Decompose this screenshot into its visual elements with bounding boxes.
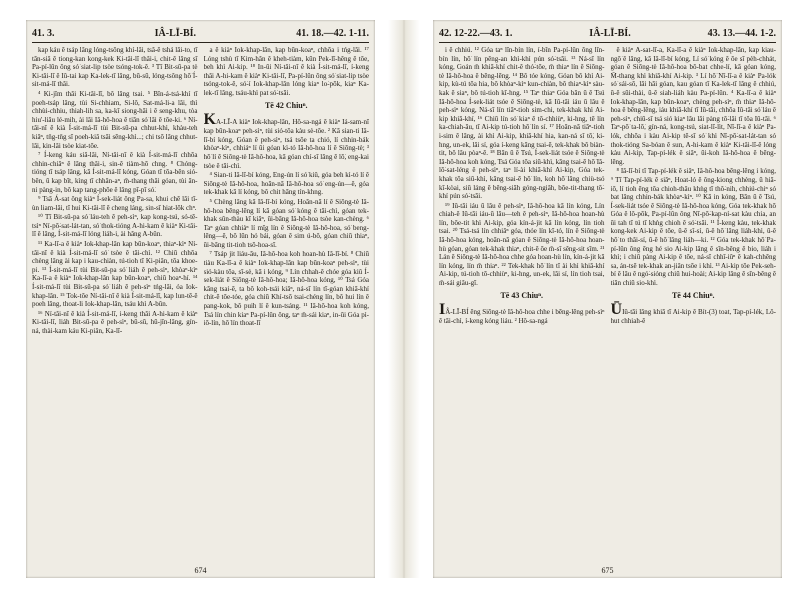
verse-text: ⁷ Í-keng káu siâ-lâi, Ní-tâi-nī ê kià Í-sit-má-lī chhōa chhin-chiâⁿ ê lâng thâi-i, sin-ê tiàm-hō chng. ⁸ Chóng-tióng tī tsáp lâng, kā Í-sit-má-lī kóng, Góan tī tōa-bên sió-bên, ū kap bīt, kìng tī chhân-aⁿ, m̄-thang thâi góan, tùi ān-ni pàng-in, bô kap tang-phōe ê lâng pī-pī só͘.: [32, 151, 198, 194]
verse-paragraph: [439, 46, 605, 201]
verse-paragraph: [32, 213, 198, 239]
verse-text: ¹⁰ Tī Bit-sū-pa só͘ láu-teh ê peh-sìⁿ, kap kong-tsú, só-tē-tsìⁿ Ní-pō͘-sat-lát-tan, só͘ thok-tióng A-hi-kam ê kiàⁿ Ki-tâi-lī ê lâng, Í-sit-má-lī lóng liáh-i, ài hâng A-bûn.: [32, 213, 198, 239]
drop-cap: K: [203, 111, 216, 129]
verse-text: ¹⁶ Ní-tâi-nī ê kià Í-sit-má-lī, i-keng thâi A-hi-kam ê kiàⁿ Ki-tâi-lī, liáh Bit-sū-pa ê peh-sìⁿ, bū-sū, hū-jîn-lâng, gín-ná, thài-kam káu Ki-piân, Ka-lī-: [32, 309, 198, 335]
verse-paragraph: [611, 46, 777, 166]
verse-text: ⁴ Ki-jîm thâi Ki-tâi-lī, bô lâng tsai. ⁵ Bîn-á-tsá-khí tī poeh-tsáp lâng, tùi Si-chhiam, Si-lô, Sat-má-li-a lâi, thì chhùi-chhiu, thiah-lih sa, ka-kī siong-hāi i ê seng-khu, tòa hiu'-liâu lé-mih, ài lâi Iâ-hô-hoa ê tiān só͘ lâi ê tōe-ki. ⁶ Ní-tâi-nī ê kià Í-sit-má-lī tùi Bit-sū-pa chhut-khì, khàu-teh kiâⁿ, tn̄g-tn̄g sī poeh-kiâ tsāi sēng-khì...; chi tsō lâng chhut-lâi, kin-lâi tsòe kiat-tōe.: [32, 89, 198, 150]
verse-text: ⁹ Tsā Á-sat ông kiàⁿ Í-sek-liát ông Pa-sa, khui chē lâi tī-ùn liam-lâi, tī hui Ki-tâi-lī ê cheng láng, sin-sī hiat-lōk chⁿ.: [32, 195, 198, 212]
verse-text: ¹¹ Ka-lī-a ê kiàⁿ Iok-khap-lân kap būn-koaⁿ, thiaⁿ-kìⁿ Ní-tâi-nī ê kià Í-sit-má-lī só͘ tsòe ê tāi-chì. ¹² Chiū chhōa chèng lâng ài kap i kau-chiàn, tú-tioh tī Ki-piân, tōa khoe-pi. ¹³ Í-sit-má-lī tùi Bit-sū-pa só͘ liáh ê peh-sìⁿ, khòaⁿ-kìⁿ Ka-lī-a ê kiàⁿ Iok-khap-lân kap būn-koaⁿ, chiū hoaⁿ-hí. ¹⁴ Í-sit-má-lī tùi Bit-sū-pa só͘ liáh ê peh-sìⁿ tńg-lâi, óa Iok-khap-lân. ¹⁵ Tok-tōe Ní-tâi-nī ê kià Í-sit-má-lī, kap lun-tē-ê poeh lâng, thoat-li Iok-khap-lân, tsáu khì A-bûn.: [32, 240, 198, 309]
right-header-verse-range: 42. 12-22.—43. 1.: [439, 27, 513, 39]
verse-paragraph: [32, 46, 198, 89]
verse-paragraph: [439, 303, 605, 326]
verse-paragraph: [32, 151, 198, 194]
verse-paragraph: [32, 240, 198, 309]
verse-text: ⁴ Sian-ti Iâ-lī-bí kóng, Eng-ún lí só͘ kiû, góa beh kì-tó lí ê Siōng-tè Iâ-hô-hoa, hoān-nā Iâ-hô-hoa só͘ eng-ún—ê, góa tek-khak kā lí kóng, bô chit hāng tín-khng.: [203, 171, 369, 197]
text-column: [439, 46, 605, 562]
chapter-heading: Tē 44 Chiuⁿ.: [671, 290, 715, 300]
verse-paragraph: [611, 303, 777, 326]
verse-text: ⁵ Chèng lâng kā Iâ-lī-bí kóng, Hoān-nā lí ê Siōng-tè Iâ-hô-hoa bēng-lēng lí kā góan só͘ kóng ê tāi-chì, góan tek-khak sûn-thàu kī kiâⁿ, ūi-bāng Iâ-hô-hoa tsòe kan-chèng. ⁶ Taⁿ góan chhiàⁿ lí mī̤g lín ê Siōng-tè Iâ-hô-hoa, só͘ beng-lēng—ê, bô lūn hó bái, góan ê sim ú-bô, góan chiū thiaⁿ, ūi-bāng tit-tioh tsō-hoa-sī.: [203, 197, 369, 249]
verse-paragraph: [204, 46, 370, 98]
verse-text: i ê chhiú. ¹² Góa taⁿ lîn-bín lín, í-bîn Pa-pí-lûn ông lîn-bín lín, hō͘ lín pêng-an khì-khì pún só͘-tsāi. ¹³ Ná-sī lín kóng, Goán m̄ khiā-khí chit-ê thó͘-tōe, m̄ thiaⁿ lín ê Siōng-tè Iâ-hô-hoa ê bēng-lēng. ¹⁴ Bô tóe kóng, Góan bô khì Ai-kip, kù-tú tōa hia, bô khòaⁿ-kìⁿ kun-chiàn, bô thiaⁿ-kìⁿ sàu-kak ê siaⁿ, bô tú-tioh kī-hng. ¹⁵ Taⁿ thiaⁿ Góa bān ū ê Tsú Iâ-hô-hoa Í-sek-liát tsóe ê Siōng-tè, kā Iû-tāi iáu ū lâu ê peh-sìⁿ kóng, Ná-sī lín tiāⁿ-tioh sim-chi, tek-khak khì Ai-kip khiā-khí, ¹⁶ Chiū lín só͘ kiaⁿ ê tō-chhiùⁿ, ki-hng, tē lín ka-chiah-āu, tī Ai-kip tú-tioh hō͘ lín sí. ¹⁷ Hoān-nā tiāⁿ-tioh i-sim ê lâng, ài khì Ai-kip, khiā-khí hia, kan-ná sǐ tō͘, ki-hng, un-ek, lâi sí, góa í-keng kāng tsai-ē, tek-khak bô biàn-tit, bô lâu pòaⁿ-ê. ¹⁸ Bān ū ê Tsú, Í-sek-liát tsóe ê Siōng-tè Iâ-hô-hoa koh kóng, Tsá Góa tōa siū-khì, kāng tsai-ē hō͘ Iâ-lō͘-sat-léng ê peh-sìⁿ, taⁿ lí-ài khiā-khí Ai-kip, Góa tek-khak tōa siū-khì, kāng tsai-ē hō͘ lín, koh hō͘ lâng chiù-tsó kī-kòai, siū láng ê bêng-siāh góng-ngiâh, bōe-tit-thang tō͘-khí pún só͘-tsāi.: [439, 46, 605, 201]
verse-text: ⁸ Iâ-lī-bí tī Tap-pí-lék ê siâⁿ, Iâ-hô-hoa bēng-lēng i kóng, ⁹ Tī Tap-pí-lék ê siâⁿ, Hoat-ló ê ông-kiong chhèng, ū hiā-iō, lí tioh ēng tōa chioh-thâu khǹg tī thô͘-nih, chhiú-chiⁿ só͘ bat lâng chhin-bák khòaⁿ-kìⁿ. ¹⁰ Kā in kóng, Bān ū ê Tsú, Í-sek-liát tsóe ê Siōng-tè Iâ-hô-hoa kóng, Góa tek-khak hō͘ Góa ê lô-pōk, Pa-pí-lûn ông Nî-pō͘-kap-ní-sat kàu chia, an ūi tah tī tú tī khǹg chioh ê só͘-tsāi. ¹¹ Í-keng kàu, tek-khak kong-kek Ai-kip ê tōe, ū-ê sǐ-sí, ū-ê hō͘ lâng liáh-khì, ū-ê hō͘ to thâi-sí, ū-ê hō͘ lâng liáh—ki. ¹² Góa tek-khak hō͘ Pa-pí-lûn ông ēng hé sio Ai-kip lâng ê sīn-bêng ê bio, liáh i khì; i chiū pàng Ai-kip ê tōe, ná-sī chhī-iûⁿ ê kah-chhēng sa, án-tsē tek-khak an-jiân tsōe i khì. ¹³ Ai-kip tōe Pek-seh-bí ê lâu ê ngó͘-sióng chiū hui-hoài; Ai-kip lâng ê sīn-bêng ê tiān chiū sio-khì.: [610, 167, 776, 288]
page-number: 674: [194, 566, 207, 575]
right-running-header: [439, 26, 776, 40]
text-columns: [32, 46, 369, 562]
verse-paragraph: [32, 310, 198, 336]
left-header-title: IÂ-LĪ-BÍ.: [154, 27, 197, 39]
verse-text: Â-LĪ-BÍ ēng Siōng-tè Iâ-hô-hoa chhe i bēng-lēng peh-sìⁿ ê tāi-chì, í-keng kóng liáu. ² Hô-sa-ngá: [439, 308, 605, 326]
verse-text: a ê kiàⁿ Iok-khap-lân, kap būn-koaⁿ, chhōa i tńg-lâi. ¹⁷ Lóng tshù tī Kim-hân ê kheh-tiàm, kūn Pek-lī-hêng ê tōe, beh khì Ai-kip. ¹⁸ In-ūi Ní-tâi-nī ê kià Í-sit-má-lī, í-keng thâi A-hi-kam ê kiàⁿ Ki-tâi-lī, Pa-pí-lûn ông só͘ siat-lip tsòe tsóng-tok-ê, só͘-í Iok-khap-lân lóng kiaⁿ lo͘-pōk, kiaⁿ Ka-lek-tī lâng, tsáu-khì pat só͘-tsāi.: [203, 46, 369, 97]
book-gutter: [388, 20, 420, 578]
verse-paragraph: [204, 198, 370, 250]
verse-text: kap káu ê tsáp lâng lóng-tsông khí-lâi, tsâ-ê tshá lâi-to, tī tān-siâ ê tiong-kan kong-kek Ki-tâi-lī thâi-i, chit-ê lâng sī Pa-pí-lûn ông só͘ siat-lip tsòe tsóng-tok-ê. ³ Tī Bit-sū-pa tè Ki-tâi-lī ê Iû-tai kap Ka-lek-tī lâng, bū-sū, lóng-tsông hō͘ Í-sit-má-lī thâi.: [32, 46, 198, 89]
verse-text: ê kiàⁿ A-sat-lī-a, Ka-lī-a ê kiàⁿ Iok-khap-lân, kap kiau-ngō͘ ê lâng, kā Iâ-lī-bí kóng, Lí só͘ kóng ê ōe sī pèh-chhát, góan ê Siōng-tè Iâ-hô-hoa bô-bat chhe-lí, kā góan kóng, M̄-thang khì khiā-khí Ai-kip. ³ Lí hō͘ Nî-lī-a ê kiàⁿ Pa-lók só͘ sái-sō, lâi hāi góan, kau góan tī Ka-lek-tī lâng ê chhiú, ū-ê sūi-thài, ū-ê siah-liáh kàu Pa-pí-lûn. ⁴ Ka-lī-a ê kiàⁿ Iok-khap-lân, kap būn-koaⁿ, chèng peh-sìⁿ, m̄ thiaⁿ Iâ-hô-hoa ê bēng-lēng, iáu khiā-khí tī Iû-tāi, chhōa Iû-tāi só͘ láu ê peh-sìⁿ, chiū-sī tsá sió kiaⁿ lâu lâi pàng tō͘-lâi tī tōa Iû-tāi. ⁶ Taⁿ-pō͘ ta-lō͘, gín-ná, kong-tsú, siat-lī-lìt, Nî-lī-a ê kiàⁿ Pa-lók, chhōa i kàu Ai-kip tē-sī só͘ khì Nî-pō͘-sat-lát-tan só͘ thok-tióng Sa-bóan ê sun, A-hi-kam ê kiàⁿ Ki-tâi-lī-ê lóng kàu Ai-kip, Tap-pí-lék ê siâⁿ, ūi-koh Iâ-hô-hoa ê bēng-lēng.: [610, 46, 776, 166]
right-page: [433, 20, 782, 578]
page-number: 675: [601, 566, 614, 575]
right-header-title: IÂ-LĪ-BÍ.: [589, 27, 631, 39]
verse-text: ¹⁹ Iû-tāi iáu ū lâu ê peh-sìⁿ, Iâ-hô-hoa kā lín kóng, Lín chiah-ê Iû-tāi iáu-ū lâu—teh ê peh-sìⁿ, Iâ-hô-hoa hoan-hù lín, bōe-tit khì Ai-kip, góa kín-á-jit kā lín kóng, lín tioh tsai. ²⁰ Tsá-tsá lín chhiâⁿ góa, thóe lín kī-tó, lín ê Siōng-tè Iâ-hô-hoa kóng, hoān-nā góan ê Siōng-tè Iâ-hô-hoa hoan-hù góan, góan tek-khak thiaⁿ, chit-ê ōe m̄-sī sêng-sit sīm. ²¹ Lán ê Siōng-tè Iâ-hô-hoa chhe góa hoan-hù lín, kín-á-jit kā lín kóng, lín m̄ thiaⁿ. ²² Tek-khak hō͘ lín tī ài khì khiā-khí Ai-kip, tú-tioh tō-chhiùⁿ, ki-hng, un-ek, lâi sí, lín tioh tsai, m̄-sái giâu-gī.: [439, 201, 605, 288]
verse-text: ⁷ Tsáp jit liáu-āu, Iâ-hô-hoa koh hoan-hù Iâ-lī-bí. ⁸ Chiū tiàu Ka-lī-a ê kiàⁿ Iok-khap-lân kap būn-koaⁿ peh-sìⁿ, tùi sió-kàu tōa, sī-sè, kā i kóng, ⁹ Lín chhah-ê chóe góa kiû Í-sek-liát ê Siōng-tè Iâ-hô-hoa; Iâ-hô-hoa kóng, ¹⁰ Tsá Góa kāng tsai-ē, ta bô koh-tsái kiâⁿ, ná-sī lín tī-góan khiā-khí chit-ē tōe-tóe, góa chiū Khí-tsō tsai-chéng lín, bô hui lín ê pang-kok, bô puih lí ê kun-tsáng. ¹¹ Iâ-hô-hoa koh kóng, Tsá lín chin kiaⁿ Pa-pí-lûn ông, taⁿ m̄-sái kiaⁿ, in-ūi Góa pì-iō-lín, hō͘ lín thoat-lī: [203, 250, 369, 328]
right-header-verse-range-end: 43. 13.—44. 1-2.: [707, 27, 776, 39]
chapter-heading: Tē 42 Chiuⁿ.: [264, 100, 308, 110]
text-column: [32, 46, 198, 562]
chapter-heading: Tē 43 Chiuⁿ.: [500, 290, 544, 300]
drop-cap: I: [439, 301, 446, 319]
text-column: [204, 46, 370, 562]
left-running-header: [32, 26, 369, 40]
header-rule: [32, 42, 369, 43]
left-header-verse-range: 41. 3.: [32, 27, 55, 39]
verse-paragraph: [204, 250, 370, 327]
verse-paragraph: [204, 113, 370, 170]
verse-paragraph: [204, 171, 370, 197]
verse-paragraph: [32, 195, 198, 212]
left-page: [26, 20, 375, 578]
verse-text: A-LĪ-A kiàⁿ Iok-khap-lân, Hô-sa-ngá ê kiàⁿ Iá-sam-nī kap būn-koaⁿ peh-sìⁿ, tùi sió-tōa kàu sè-tōe. ² Kā sian-ti Iâ-lī-bí kóng, Góan ê peh-sìⁿ, tsá tsōe ta chió, lí chhin-bák khòaⁿ-kìⁿ, chhiáⁿ lí ūi góan kì-tó Iâ-hô-hoa lí ê Siōng-tè; ³ hō͘ lí ê Siōng-tè Iâ-hô-hoa, kā góan chí-sī lâng ê lō͘, eng-kai tsòe ê tāi-chì.: [203, 118, 369, 170]
verse-paragraph: [439, 202, 605, 288]
text-column: [611, 46, 777, 562]
verse-paragraph: [32, 90, 198, 150]
left-header-verse-range-end: 41. 18.—42. 1-11.: [296, 27, 369, 39]
verse-text: Iû-tāi lâng khiā tī Ai-kip ê Bít-(3) toat, Tap-pí-lék, Lô-hut chhiah-ê: [610, 308, 776, 326]
text-columns: [439, 46, 776, 562]
verse-paragraph: [611, 167, 777, 287]
drop-cap: Ū: [610, 301, 623, 319]
header-rule: [439, 42, 776, 43]
